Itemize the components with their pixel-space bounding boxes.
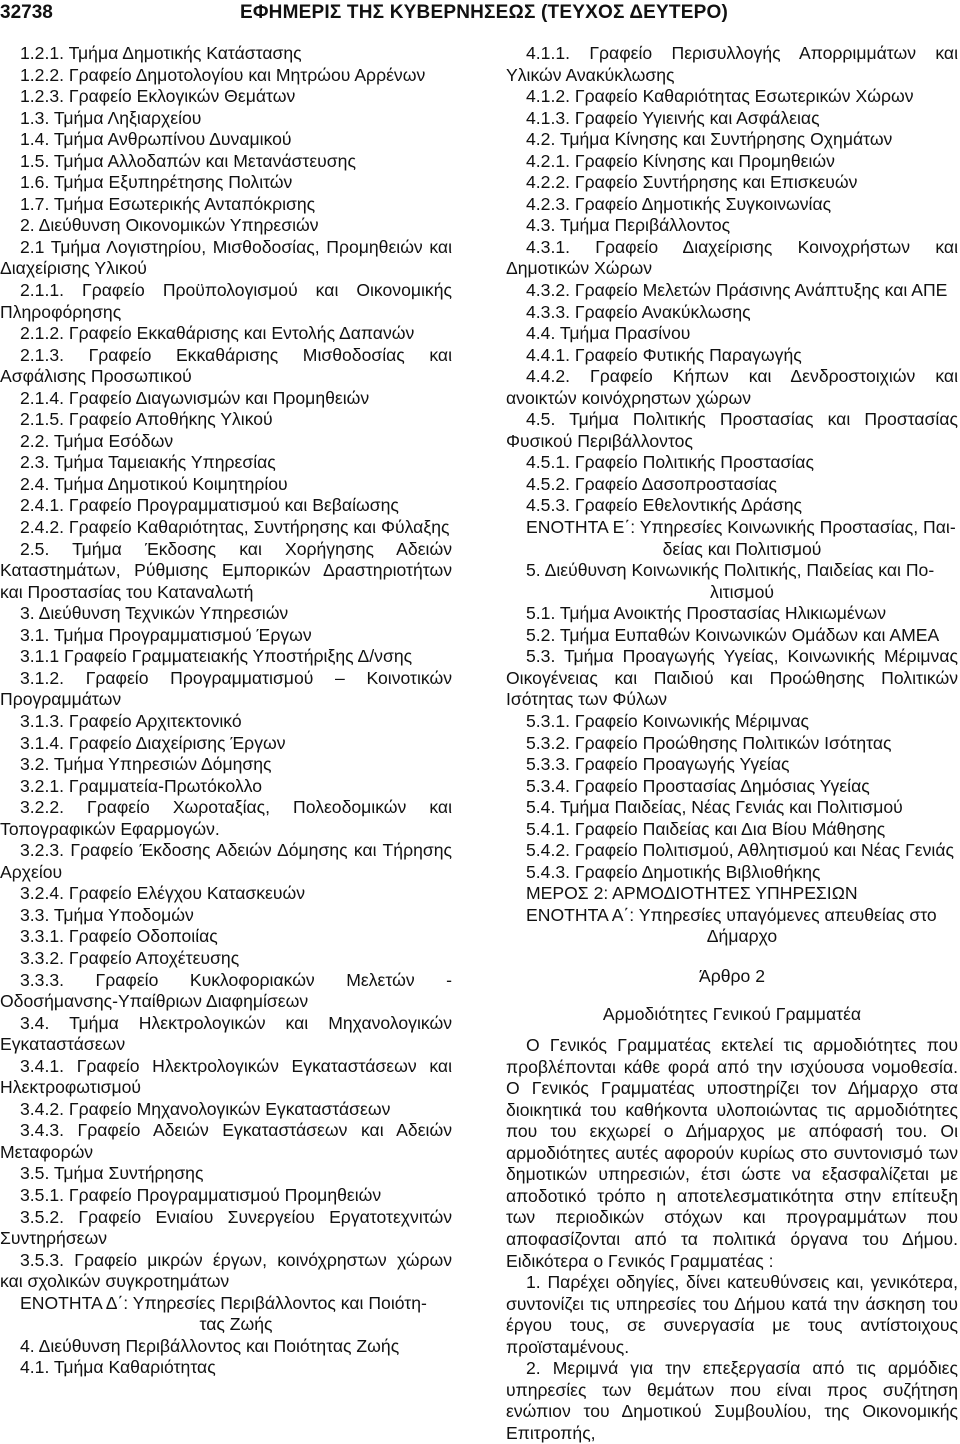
left-column-line: ΕΝΟΤΗΤΑ Δ΄: Υπηρεσίες Περιβάλλοντος και Ποιότη- [20, 1292, 427, 1313]
left-column-line: 3.1.4. Γραφείο Διαχείρισης Έργων [20, 732, 286, 753]
right-column-line: 4.4. Τμήμα Πρασίνου [526, 323, 691, 344]
right-column-line: Δήμαρχο [706, 926, 778, 947]
right-column-line: 5.4. Τμήμα Παιδείας, Νέας Γενιάς και Πολιτισμού [526, 797, 903, 818]
right-column-line: 4.3.3. Γραφείο Ανακύκλωσης [526, 301, 751, 322]
right-column-line: ΕΝΟΤΗΤΑ Ε΄: Υπηρεσίες Κοινωνικής Προστασίας, Παι- [526, 517, 956, 538]
left-column-line: 2.1.3. Γραφείο Εκκαθάρισης Μισθοδοσίας και Ασφάλισης Προσωπικού [0, 344, 452, 387]
left-column-line: 3. Διεύθυνση Τεχνικών Υπηρεσιών [20, 603, 289, 624]
right-column-line: λιτισμού [710, 581, 774, 602]
right-column-line: 4.3.1. Γραφείο Διαχείρισης Κοινοχρήστων και Δημοτικών Χώρων [506, 236, 958, 279]
right-column-line: 4.5.1. Γραφείο Πολιτικής Προστασίας [526, 452, 814, 473]
left-column-line: 2. Διεύθυνση Οικονομικών Υπηρεσιών [20, 215, 319, 236]
page-header [0, 0, 960, 34]
right-column [506, 43, 958, 1444]
right-column-line: 4.3. Τμήμα Περιβάλλοντος [526, 215, 731, 236]
right-column-line: 4.1.2. Γραφείο Καθαριότητας Εσωτερικών Χώρων [526, 86, 914, 107]
left-column-line: 2.1.4. Γραφείο Διαγωνισμών και Προμηθειών [20, 387, 370, 408]
left-column-line: 2.5. Τμήμα Έκδοσης και Χορήγησης Αδειών Καταστημάτων, Ρύθμισης Εμπορικών Δραστηριοτήτων και Προστασίας του Καταναλωτή [0, 538, 452, 602]
left-column-line: 3.4.3. Γραφείο Αδειών Εγκαταστάσεων και Αδειών Μεταφορών [0, 1120, 452, 1162]
left-column-line: 1.2.2. Γραφείο Δημοτολογίου και Μητρώου Αρρένων [20, 64, 426, 85]
left-column-line: 3.2. Τμήμα Υπηρεσιών Δόμησης [20, 754, 272, 775]
right-column-line: Ο Γενικός Γραμματέας εκτελεί τις αρμοδιότητες που προβλέπονται κάθε φορά από την ισχύουσα νομοθεσία. Ο Γενικός Γραμματέας υποστηρίζει τον Δήμαρχο στα διοικητικά του καθήκοντα υλοποιώντας τις αρμοδιότητες που του εκχωρεί ο Δήμαρχος με απόφασή του. Οι αρμοδιότητες αυτές αφορούν κυρίως στο συντονισμό των δημοτικών υπηρεσιών, έτσι ώστε να εξασφαλίζεται με αποδοτικό τρόπο η αποτελεσματικότητα στην επίτευξη των περιοδικών στόχων και προγραμμάτων που αποφασίζονται από τα πολιτικά όργανα του Δήμου. Ειδικότερα ο Γενικός Γραμματέας : [506, 1035, 958, 1271]
left-column-line: 3.3.3. Γραφείο Κυκλοφοριακών Μελετών - Οδοσήμανσης-Υπαίθριων Διαφημίσεων [0, 969, 452, 1012]
right-column-line: 4.5.2. Γραφείο Δασοπροστασίας [526, 473, 778, 494]
left-column-line: 3.5.2. Γραφείο Ενιαίου Συνεργείου Εργατοτεχνιτών Συντηρήσεων [0, 1206, 452, 1249]
right-column-line: 5.3.2. Γραφείο Προώθησης Πολιτικών Ισότητας [526, 732, 892, 753]
right-column-line: 4.5. Τμήμα Πολιτικής Προστασίας και Προστασίας Φυσικού Περιβάλλοντος [506, 409, 958, 451]
left-column [0, 43, 452, 1379]
left-column-line: 3.4.1. Γραφείο Ηλεκτρολογικών Εγκαταστάσεων και Ηλεκτροφωτισμού [0, 1055, 452, 1098]
right-column-line: 2. Μεριμνά για την επεξεργασία από τις αρμόδιες υπηρεσίες των θεμάτων που είναι προς συζήτηση ενώπιον του Δημοτικού Συμβουλίου, της Οικονομικής Επιτροπής, [506, 1358, 958, 1443]
left-column-line: τας Ζωής [199, 1314, 273, 1335]
left-column-line: 1.4. Τμήμα Ανθρωπίνου Δυναμικού [20, 129, 292, 150]
right-column-line: 5.4.2. Γραφείο Πολιτισμού, Αθλητισμού και Νέας Γενιάς [526, 840, 954, 861]
right-column-line: 4.2.3. Γραφείο Δημοτικής Συγκοινωνίας [526, 193, 832, 214]
left-column-line: 3.4.2. Γραφείο Μηχανολογικών Εγκαταστάσεων [20, 1098, 391, 1119]
left-column-line: 3.1.2. Γραφείο Προγραμματισμού – Κοινοτικών Προγραμμάτων [0, 667, 452, 710]
left-column-line: 3.4. Τμήμα Ηλεκτρολογικών και Μηχανολογικών Εγκαταστάσεων [0, 1012, 452, 1055]
left-column-line: 2.4. Τμήμα Δημοτικού Κοιμητηρίου [20, 473, 288, 494]
gazette-title: ΕΦΗΜΕΡΙΣ ΤΗΣ ΚΥΒΕΡΝΗΣΕΩΣ (ΤΕΥΧΟΣ ΔΕΥΤΕΡΟ) [240, 2, 728, 23]
left-column-line: 3.3. Τμήμα Υποδομών [20, 904, 194, 925]
right-column-line: 5.2. Τμήμα Ευπαθών Κοινωνικών Ομάδων και ΑΜΕΑ [526, 624, 940, 645]
left-column-line: 3.2.4. Γραφείο Ελέγχου Κατασκευών [20, 883, 306, 904]
left-column-line: 1.7. Τμήμα Εσωτερικής Ανταπόκρισης [20, 193, 316, 214]
left-column-line: 3.3.2. Γραφείο Αποχέτευσης [20, 947, 240, 968]
right-column-line: 5.1. Τμήμα Ανοικτής Προστασίας Ηλικιωμένων [526, 603, 887, 624]
right-column-line: 5.4.1. Γραφείο Παιδείας και Δια Βίου Μάθησης [526, 818, 886, 839]
left-column-line: 3.5. Τμήμα Συντήρησης [20, 1163, 204, 1184]
right-column-line: 5.3.4. Γραφείο Προστασίας Δημόσιας Υγείας [526, 775, 870, 796]
left-column-line: 1.6. Τμήμα Εξυπηρέτησης Πολιτών [20, 172, 293, 193]
left-column-line: 1.2.3. Γραφείο Εκλογικών Θεμάτων [20, 86, 296, 107]
right-column-line: 4.3.2. Γραφείο Μελετών Πράσινης Ανάπτυξης και ΑΠΕ [526, 280, 948, 301]
left-column-line: 3.1.1 Γραφείο Γραμματειακής Υποστήριξης Δ/νσης [20, 646, 413, 667]
right-column-line: 4.2.2. Γραφείο Συντήρησης και Επισκευών [526, 172, 858, 193]
right-column-line: 4.1.3. Γραφείο Υγιεινής και Ασφάλειας [526, 107, 820, 128]
right-column-line: 4.5.3. Γραφείο Εθελοντικής Δράσης [526, 495, 802, 516]
right-column-line: 4.1.1. Γραφείο Περισυλλογής Απορριμμάτων και Υλικών Ανακύκλωσης [506, 43, 958, 85]
left-column-line: 2.2. Τμήμα Εσόδων [20, 430, 174, 451]
right-column-line: 5.3. Τμήμα Προαγωγής Υγείας, Κοινωνικής Μέριμνας Οικογένειας και Παιδιού και Προώθησης Πολιτικών Ισότητας των Φύλων [506, 646, 958, 710]
left-column-line: 3.2.3. Γραφείο Έκδοσης Αδειών Δόμησης και Τήρησης Αρχείου [0, 840, 452, 882]
right-column-line: Άρθρο 2 [698, 965, 765, 986]
left-column-line: 2.1.1. Γραφείο Προϋπολογισμού και Οικονομικής Πληροφόρησης [0, 280, 452, 322]
left-column-line: 4. Διεύθυνση Περιβάλλοντος και Ποιότητας Ζωής [20, 1335, 400, 1356]
right-column-line: 5.3.3. Γραφείο Προαγωγής Υγείας [526, 754, 790, 775]
right-column-line: 4.4.1. Γραφείο Φυτικής Παραγωγής [526, 344, 802, 365]
left-column-line: 2.1.2. Γραφείο Εκκαθάρισης και Εντολής Δαπανών [20, 323, 415, 344]
left-column-line: 3.1. Τμήμα Προγραμματισμού Έργων [20, 624, 312, 645]
left-column-line: 3.5.3. Γραφείο μικρών έργων, κοινόχρηστων χώρων και σχολικών συγκροτημάτων [0, 1249, 452, 1292]
left-column-line: 2.4.1. Γραφείο Προγραμματισμού και Βεβαίωσης [20, 495, 399, 516]
left-column-line: 2.1.5. Γραφείο Αποθήκης Υλικού [20, 409, 273, 430]
left-column-line: 3.2.1. Γραμματεία-Πρωτόκολλο [20, 775, 263, 796]
left-column-line: 4.1. Τμήμα Καθαριότητας [20, 1357, 216, 1378]
right-column-line: 5.4.3. Γραφείο Δημοτικής Βιβλιοθήκης [526, 861, 821, 882]
left-column-line: 1.2.1. Τμήμα Δημοτικής Κατάστασης [20, 43, 302, 63]
left-column-line: 1.3. Τμήμα Ληξιαρχείου [20, 107, 202, 128]
left-column-line: 2.3. Τμήμα Ταμειακής Υπηρεσίας [20, 452, 276, 473]
right-column-line: ΜΕΡΟΣ 2: ΑΡΜΟΔΙΟΤΗΤΕΣ ΥΠΗΡΕΣΙΩΝ [526, 883, 858, 904]
page-number: 32738 [0, 2, 53, 23]
right-column-line: Αρμοδιότητες Γενικού Γραμματέα [602, 1003, 862, 1024]
right-column-line: 4.2. Τμήμα Κίνησης και Συντήρησης Οχημάτων [526, 129, 893, 150]
left-column-line: 3.5.1. Γραφείο Προγραμματισμού Προμηθειών [20, 1184, 382, 1205]
left-column-line: 3.1.3. Γραφείο Αρχιτεκτονικό [20, 710, 242, 731]
right-column-line: 4.2.1. Γραφείο Κίνησης και Προμηθειών [526, 150, 835, 171]
left-column-line: 3.3.1. Γραφείο Οδοποιίας [20, 926, 218, 947]
right-column-line: δείας και Πολιτισμού [662, 538, 822, 559]
right-column-line: 1. Παρέχει οδηγίες, δίνει κατευθύνσεις και, γενικότερα, συντονίζει τις υπηρεσίες του Δήμου κατά την άσκηση του έργου τους, σε συνεργασία με τους αντίστοιχους προϊσταμένους. [506, 1272, 958, 1357]
left-column-line: 1.5. Τμήμα Αλλοδαπών και Μετανάστευσης [20, 150, 356, 171]
left-column-line: 2.4.2. Γραφείο Καθαριότητας, Συντήρησης και Φύλαξης [20, 517, 450, 538]
right-column-line: 5.3.1. Γραφείο Κοινωνικής Μέριμνας [526, 710, 810, 731]
right-column-line: ΕΝΟΤΗΤΑ Α΄: Υπηρεσίες υπαγόμενες απευθείας στο [526, 904, 937, 925]
right-column-line: 4.4.2. Γραφείο Κήπων και Δενδροστοιχιών και ανοικτών κοινόχρηστων χώρων [506, 366, 958, 408]
right-column-line: 5. Διεύθυνση Κοινωνικής Πολιτικής, Παιδείας και Πο- [526, 560, 935, 581]
left-column-line: 2.1 Τμήμα Λογιστηρίου, Μισθοδοσίας, Προμηθειών και Διαχείρισης Υλικού [0, 236, 452, 279]
left-column-line: 3.2.2. Γραφείο Χωροταξίας, Πολεοδομικών και Τοπογραφικών Εφαρμογών. [0, 797, 452, 839]
